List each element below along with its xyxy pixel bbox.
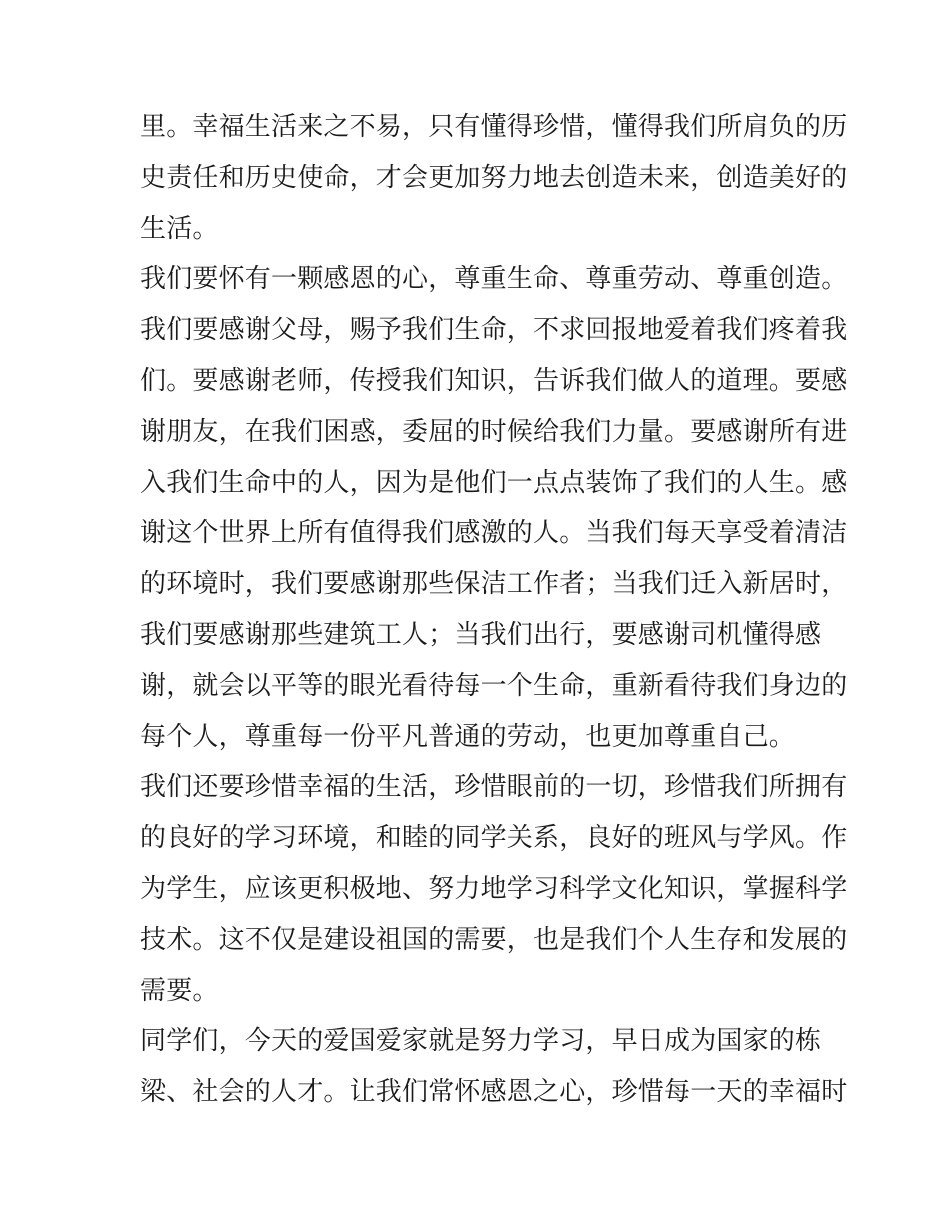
text-line: 我们要感谢那些建筑工人；当我们出行，要感谢司机懂得感 bbox=[140, 619, 822, 650]
text-line: 我们还要珍惜幸福的生活，珍惜眼前的一切，珍惜我们所拥有 bbox=[140, 772, 848, 803]
text-line: 谢这个世界上所有值得我们感激的人。当我们每天享受着清洁 bbox=[140, 518, 848, 549]
text-line: 需要。 bbox=[140, 975, 219, 1006]
text-line: 梁、社会的人才。让我们常怀感恩之心，珍惜每一天的幸福时 bbox=[140, 1077, 848, 1108]
text-line: 生活。 bbox=[140, 213, 219, 244]
text-line: 我们要感谢父母，赐予我们生命，不求回报地爱着我们疼着我 bbox=[140, 315, 848, 346]
text-line: 里。幸福生活来之不易，只有懂得珍惜，懂得我们所肩负的历 bbox=[140, 112, 848, 142]
text-line: 们。要感谢老师，传授我们知识，告诉我们做人的道理。要感 bbox=[140, 365, 848, 396]
text-line: 同学们，今天的爱国爱家就是努力学习，早日成为国家的栋 bbox=[140, 1026, 822, 1057]
text-line: 每个人，尊重每一份平凡普通的劳动，也更加尊重自己。 bbox=[140, 721, 796, 752]
document-body bbox=[140, 102, 848, 1118]
text-line: 技术。这不仅是建设祖国的需要，也是我们个人生存和发展的 bbox=[140, 924, 848, 955]
text-line: 谢，就会以平等的眼光看待每一个生命，重新看待我们身边的 bbox=[140, 670, 848, 701]
text-line: 谢朋友，在我们困惑，委屈的时候给我们力量。要感谢所有进 bbox=[140, 416, 848, 447]
text-line: 入我们生命中的人，因为是他们一点点装饰了我们的人生。感 bbox=[140, 467, 848, 498]
text-line: 史责任和历史使命，才会更加努力地去创造未来，创造美好的 bbox=[140, 162, 848, 193]
text-line: 的环境时，我们要感谢那些保洁工作者；当我们迁入新居时， bbox=[140, 569, 848, 600]
text-line: 为学生，应该更积极地、努力地学习科学文化知识，掌握科学 bbox=[140, 873, 848, 904]
text-line: 我们要怀有一颗感恩的心，尊重生命、尊重劳动、尊重创造。 bbox=[140, 264, 848, 295]
text-line: 的良好的学习环境，和睦的同学关系，良好的班风与学风。作 bbox=[140, 823, 848, 854]
